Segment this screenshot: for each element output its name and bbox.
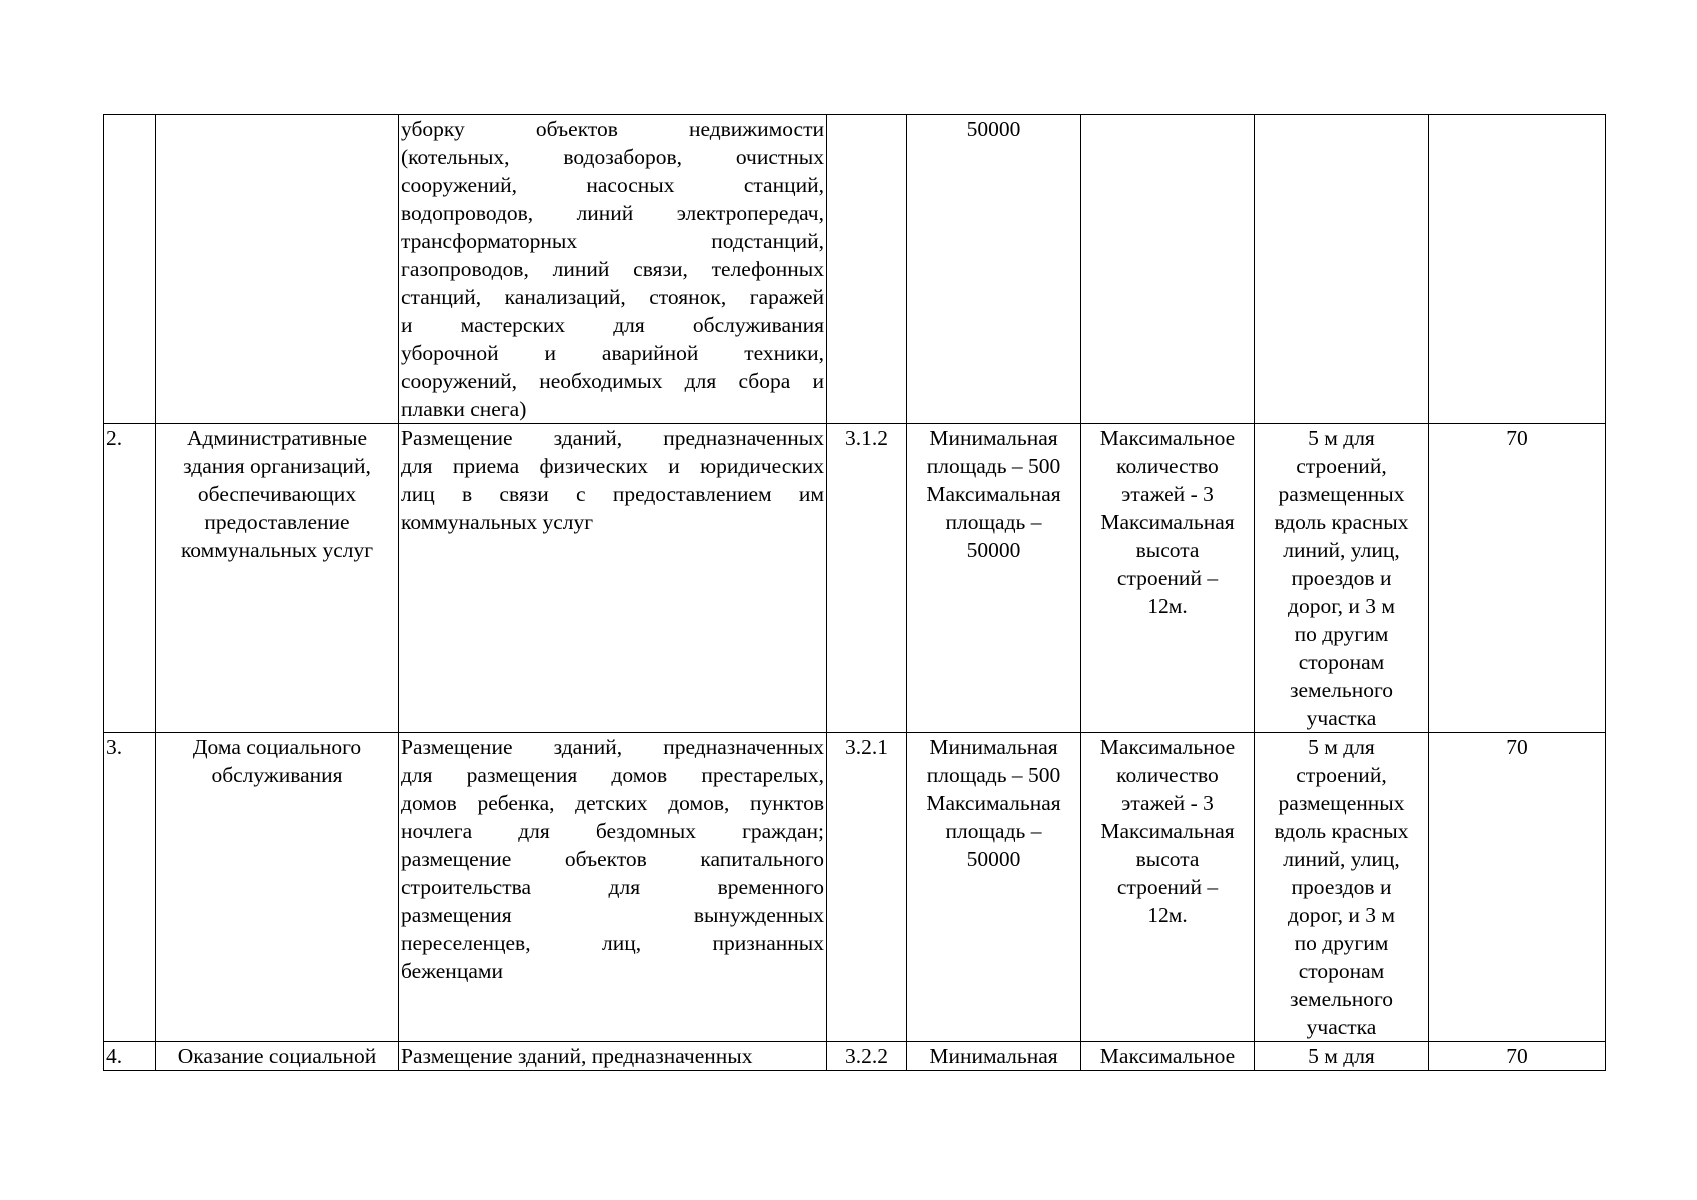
cell-text-line: Минимальная xyxy=(929,426,1058,450)
cell-text-line: линий, улиц, xyxy=(1283,538,1400,562)
cell-text-line: Максимальная xyxy=(1100,510,1235,534)
cell-text-line: Минимальная xyxy=(929,735,1058,759)
classifier-code-cell: 3.2.1 xyxy=(827,733,907,1042)
cell-text-line: и мастерских для обслуживания xyxy=(401,313,824,337)
cell-text-line: высота xyxy=(1135,538,1200,562)
use-description-cell xyxy=(399,1042,827,1071)
cell-text-line: размещение объектов капитального xyxy=(401,847,824,871)
cell-text-line: площадь – 500 xyxy=(926,763,1061,787)
cell-text-line: Максимальное xyxy=(1099,735,1236,759)
cell-text-line: участка xyxy=(1306,1015,1377,1039)
cell-text-line: беженцами xyxy=(401,959,503,983)
cell-text-line: здания организаций, xyxy=(183,454,371,478)
cell-text-line: Максимальная xyxy=(926,791,1061,815)
cell-text-line: высота xyxy=(1135,847,1200,871)
classifier-code-cell xyxy=(827,115,907,424)
cell-text-line: строений, xyxy=(1296,763,1387,787)
cell-text-line: трансформаторных подстанций, xyxy=(401,229,824,253)
plot-area-cell xyxy=(907,1042,1081,1071)
cell-text-line: вдоль красных xyxy=(1274,819,1409,843)
cell-text-line: Максимальная xyxy=(1100,819,1235,843)
cell-text-line: Минимальная xyxy=(929,1044,1058,1068)
cell-text-line: проездов и xyxy=(1291,566,1392,590)
cell-text-line: коммунальных услуг xyxy=(401,510,594,534)
table-body xyxy=(104,115,1606,1071)
cell-text-line: для размещения домов престарелых, xyxy=(401,763,824,787)
cell-text-line: земельного xyxy=(1289,678,1393,702)
use-description-cell xyxy=(399,115,827,424)
cell-text-line: земельного xyxy=(1289,987,1393,1011)
build-percent-cell xyxy=(1429,115,1606,424)
cell-text-line: сооружений, необходимых для сбора и xyxy=(401,369,824,393)
use-description-cell xyxy=(399,733,827,1042)
cell-text-line: строений, xyxy=(1296,454,1387,478)
cell-text-line: Размещение зданий, предназначенных xyxy=(401,1044,753,1068)
land-use-table xyxy=(103,114,1606,1071)
cell-text-line: количество xyxy=(1116,763,1219,787)
setback-cell xyxy=(1255,115,1429,424)
plot-area-cell xyxy=(907,424,1081,733)
cell-text-line: строений – xyxy=(1116,875,1219,899)
cell-text-line: 50000 xyxy=(966,538,1021,562)
cell-text-line: коммунальных услуг xyxy=(180,538,374,562)
plot-area-cell xyxy=(907,733,1081,1042)
table-row xyxy=(104,1042,1606,1071)
cell-text-line: сторонам xyxy=(1298,959,1385,983)
setback-cell xyxy=(1255,424,1429,733)
cell-text-line: количество xyxy=(1116,454,1219,478)
use-name-cell xyxy=(156,424,399,733)
cell-text-line: водопроводов, линий электропередач, xyxy=(401,201,824,225)
use-description-cell xyxy=(399,424,827,733)
cell-text-line: плавки снега) xyxy=(401,397,527,421)
cell-text-line: станций, канализаций, стоянок, гаражей xyxy=(401,285,824,309)
cell-text-line: предоставление xyxy=(204,510,350,534)
use-name-cell xyxy=(156,115,399,424)
cell-text-line: вдоль красных xyxy=(1274,510,1409,534)
cell-text-line: 12м. xyxy=(1147,594,1188,618)
cell-text-line: домов ребенка, детских домов, пунктов xyxy=(401,791,824,815)
cell-text-line: участка xyxy=(1306,706,1377,730)
cell-text-line: Максимальная xyxy=(926,482,1061,506)
cell-text-line: площадь – xyxy=(945,510,1042,534)
row-number-cell: 3. xyxy=(104,733,156,1042)
cell-text-line: для приема физических и юридических xyxy=(401,454,824,478)
cell-text-line: дорог, и 3 м xyxy=(1288,594,1395,618)
cell-text-line: 5 м для xyxy=(1308,735,1375,759)
cell-text-line: этажей - 3 xyxy=(1121,791,1214,815)
cell-text-line: 5 м для xyxy=(1308,1044,1375,1068)
cell-text-line: обеспечивающих xyxy=(197,482,357,506)
cell-text-line: уборку объектов недвижимости xyxy=(401,117,824,141)
cell-text-line: по другим xyxy=(1294,622,1389,646)
row-number-cell xyxy=(104,115,156,424)
cell-text-line: Максимальное xyxy=(1099,1044,1236,1068)
cell-text-line: 50000 xyxy=(966,847,1021,871)
cell-text-line: Размещение зданий, предназначенных xyxy=(401,426,824,450)
cell-text-line: лиц в связи с предоставлением им xyxy=(401,482,824,506)
table-row xyxy=(104,115,1606,424)
cell-text-line: сторонам xyxy=(1298,650,1385,674)
cell-text-line: проездов и xyxy=(1291,875,1392,899)
table-row xyxy=(104,424,1606,733)
floors-height-cell xyxy=(1081,115,1255,424)
use-name-cell xyxy=(156,1042,399,1071)
cell-text-line: 12м. xyxy=(1147,903,1188,927)
cell-text-line: (котельных, водозаборов, очистных xyxy=(401,145,824,169)
plot-area-cell xyxy=(907,115,1081,424)
cell-text-line: Дома социального xyxy=(192,735,362,759)
cell-text-line: строительства для временного xyxy=(401,875,824,899)
cell-text-line: ночлега для бездомных граждан; xyxy=(401,819,824,843)
build-percent-cell: 70 xyxy=(1429,733,1606,1042)
setback-cell xyxy=(1255,733,1429,1042)
cell-text-line: сооружений, насосных станций, xyxy=(401,173,824,197)
cell-text-line: газопроводов, линий связи, телефонных xyxy=(401,257,824,281)
cell-text-line: площадь – 500 xyxy=(926,454,1061,478)
cell-text-line: 50000 xyxy=(966,117,1021,141)
cell-text-line: линий, улиц, xyxy=(1283,847,1400,871)
cell-text-line: дорог, и 3 м xyxy=(1288,903,1395,927)
cell-text-line: переселенцев, лиц, признанных xyxy=(401,931,824,955)
cell-text-line: обслуживания xyxy=(211,763,343,787)
build-percent-cell: 70 xyxy=(1429,1042,1606,1071)
cell-text-line: строений – xyxy=(1116,566,1219,590)
cell-text-line: Оказание социальной xyxy=(177,1044,377,1068)
build-percent-cell: 70 xyxy=(1429,424,1606,733)
cell-text-line: уборочной и аварийной техники, xyxy=(401,341,824,365)
cell-text-line: 5 м для xyxy=(1308,426,1375,450)
cell-text-line: размещенных xyxy=(1278,791,1405,815)
cell-text-line: размещения вынужденных xyxy=(401,903,824,927)
cell-text-line: площадь – xyxy=(945,819,1042,843)
row-number-cell: 4. xyxy=(104,1042,156,1071)
floors-height-cell xyxy=(1081,733,1255,1042)
classifier-code-cell: 3.2.2 xyxy=(827,1042,907,1071)
table-row xyxy=(104,733,1606,1042)
use-name-cell xyxy=(156,733,399,1042)
cell-text-line: Максимальное xyxy=(1099,426,1236,450)
cell-text-line: этажей - 3 xyxy=(1121,482,1214,506)
classifier-code-cell: 3.1.2 xyxy=(827,424,907,733)
cell-text-line: Размещение зданий, предназначенных xyxy=(401,735,824,759)
cell-text-line: по другим xyxy=(1294,931,1389,955)
setback-cell xyxy=(1255,1042,1429,1071)
cell-text-line: Административные xyxy=(186,426,368,450)
floors-height-cell xyxy=(1081,1042,1255,1071)
floors-height-cell xyxy=(1081,424,1255,733)
cell-text-line: размещенных xyxy=(1278,482,1405,506)
row-number-cell: 2. xyxy=(104,424,156,733)
